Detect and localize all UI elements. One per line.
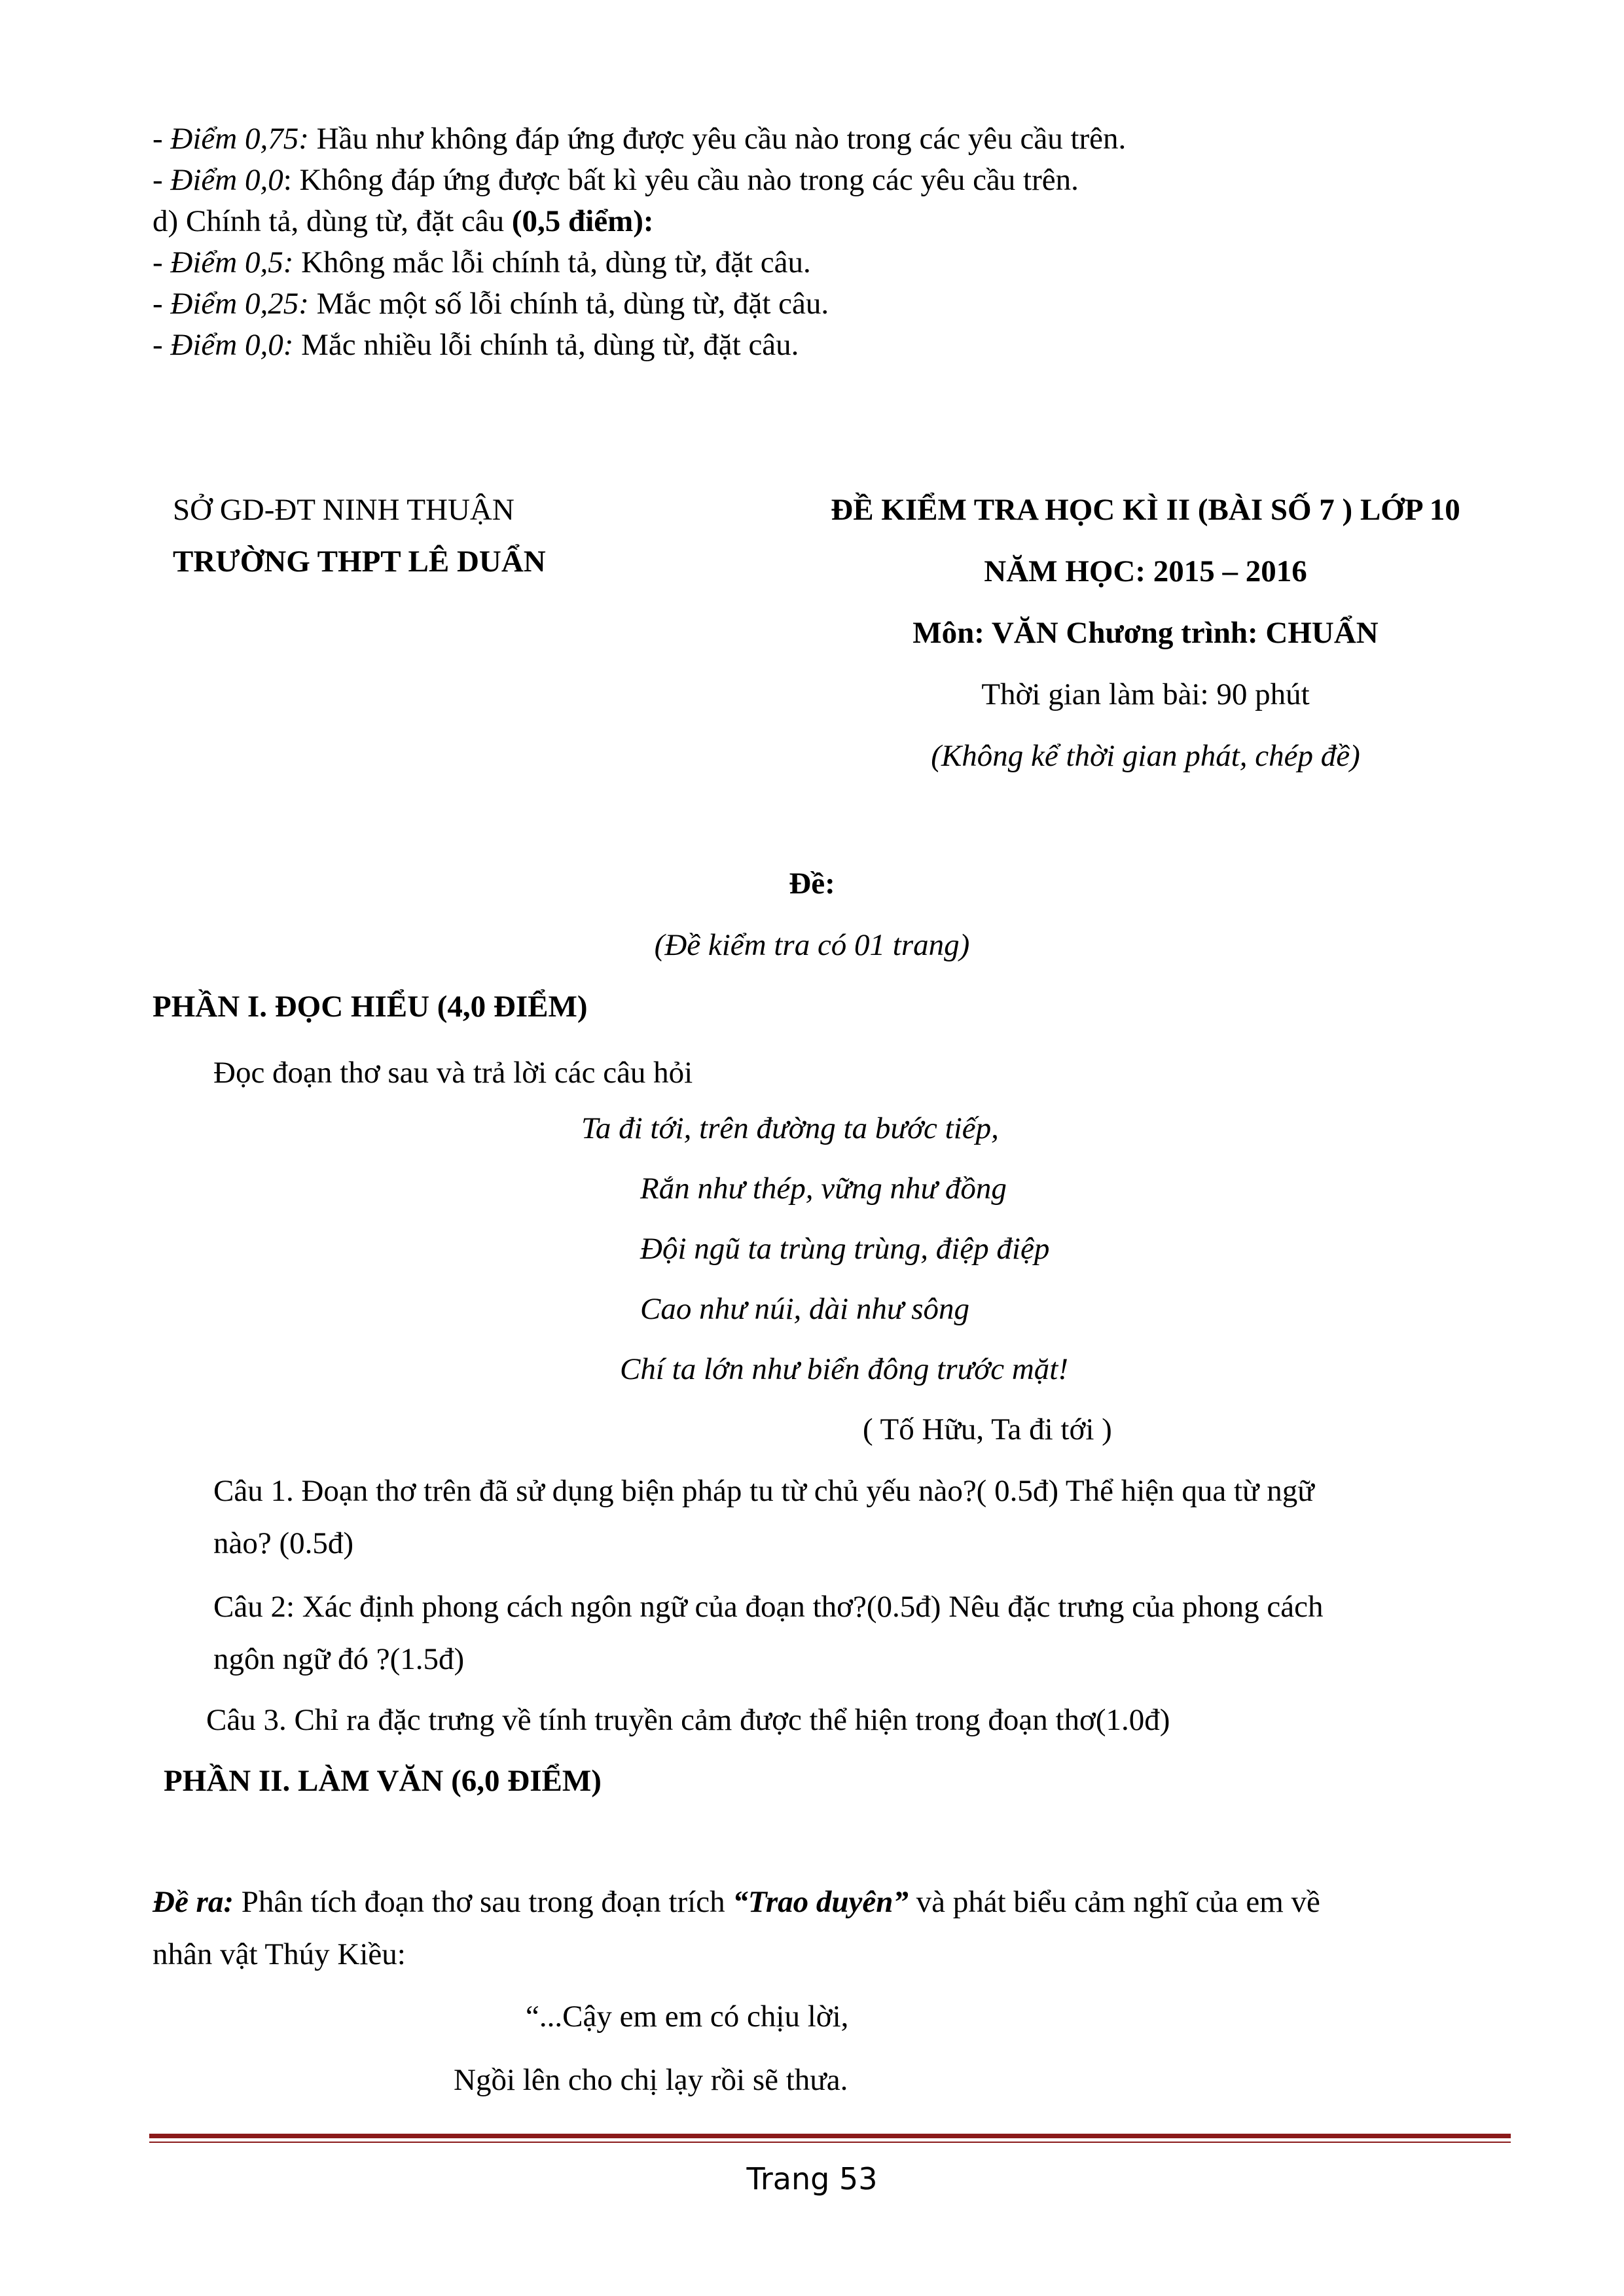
question-2-line-2: ngôn ngữ đó ?(1.5đ)	[213, 1642, 465, 1676]
department-name: SỞ GD-ĐT NINH THUẬN	[173, 493, 514, 527]
essay-prompt-work-title: “Trao duyên”	[732, 1885, 909, 1919]
criterion-label: - Điểm 0,0:	[153, 328, 294, 362]
school-year: NĂM HỌC: 2015 – 2016	[984, 554, 1307, 588]
essay-prompt-text-b: và phát biểu cảm nghĩ của em về	[908, 1885, 1320, 1919]
criterion-d-text: d) Chính tả, dùng từ, đặt câu	[153, 204, 512, 238]
essay-prompt-label: Đề ra:	[153, 1885, 234, 1919]
subject-line: Môn: VĂN Chương trình: CHUẨN	[912, 616, 1379, 650]
criterion-label: - Điểm 0,75:	[153, 122, 309, 156]
criterion-0-0	[153, 162, 1079, 198]
criterion-label: - Điểm 0,5:	[153, 245, 294, 279]
criterion-d-heading	[153, 203, 654, 240]
essay-prompt-line-2: nhân vật Thúy Kiều:	[153, 1937, 406, 1971]
poem-line-3: Đội ngũ ta trùng trùng, điệp điệp	[640, 1232, 1050, 1266]
verse-line-1: “...Cậy em em có chịu lời,	[526, 2000, 849, 2034]
de-note: (Đề kiểm tra có 01 trang)	[654, 928, 970, 962]
duration-note: (Không kể thời gian phát, chép đề)	[931, 739, 1360, 773]
duration-line: Thời gian làm bài: 90 phút	[981, 677, 1310, 711]
poem-source: ( Tố Hữu, Ta đi tới )	[863, 1412, 1112, 1446]
criterion-d-0-0	[153, 327, 799, 363]
criterion-text: Hầu như không đáp ứng được yêu cầu nào trong các yêu cầu trên.	[308, 122, 1127, 156]
poem-line-2: Rắn như thép, vững như đồng	[640, 1172, 1007, 1206]
footer-rule-thin	[149, 2142, 1511, 2143]
poem-line-5: Chí ta lớn như biển đông trước mặt!	[620, 1352, 1068, 1386]
essay-prompt-line-1	[153, 1884, 1320, 1920]
de-heading: Đề:	[789, 867, 835, 901]
part1-title: PHẦN I. ĐỌC HIỂU (4,0 ĐIỂM)	[153, 990, 588, 1024]
reading-instruction: Đọc đoạn thơ sau và trả lời các câu hỏi	[213, 1056, 693, 1090]
exam-title: ĐỀ KIỂM TRA HỌC KÌ II (BÀI SỐ 7 ) LỚP 10	[831, 493, 1460, 527]
part2-title: PHẦN II. LÀM VĂN (6,0 ĐIỂM)	[164, 1764, 602, 1798]
verse-line-2: Ngồi lên cho chị lạy rồi sẽ thưa.	[454, 2063, 848, 2097]
poem-line-1: Ta đi tới, trên đường ta bước tiếp,	[581, 1111, 999, 1145]
criterion-d-0-5	[153, 244, 811, 281]
page-number: Trang 53	[746, 2161, 878, 2197]
question-3: Câu 3. Chỉ ra đặc trưng về tính truyền cảm được thể hiện trong đoạn thơ(1.0đ)	[206, 1703, 1170, 1737]
criterion-label: - Điểm 0,0	[153, 163, 283, 197]
footer-rule-thick	[149, 2134, 1511, 2138]
criterion-text: Mắc một số lỗi chính tả, dùng từ, đặt câu.	[308, 287, 829, 321]
criterion-text: : Không đáp ứng được bất kì yêu cầu nào trong các yêu cầu trên.	[283, 163, 1079, 197]
criterion-0-75	[153, 120, 1126, 157]
question-2-line-1: Câu 2: Xác định phong cách ngôn ngữ của đoạn thơ?(0.5đ) Nêu đặc trưng của phong cách	[213, 1590, 1324, 1624]
criterion-d-points: (0,5 điểm):	[511, 204, 654, 238]
question-1-line-1: Câu 1. Đoạn thơ trên đã sử dụng biện pháp tu từ chủ yếu nào?( 0.5đ) Thể hiện qua từ ngữ	[213, 1474, 1314, 1508]
criterion-text: Mắc nhiều lỗi chính tả, dùng từ, đặt câu.	[293, 328, 799, 362]
poem-line-4: Cao như núi, dài như sông	[640, 1292, 970, 1326]
school-name: TRƯỜNG THPT LÊ DUẨN	[173, 545, 546, 579]
criterion-label: - Điểm 0,25:	[153, 287, 309, 321]
question-1-line-2: nào? (0.5đ)	[213, 1526, 354, 1560]
criterion-d-0-25	[153, 285, 829, 322]
essay-prompt-text-a: Phân tích đoạn thơ sau trong đoạn trích	[234, 1885, 733, 1919]
criterion-text: Không mắc lỗi chính tả, dùng từ, đặt câu.	[293, 245, 811, 279]
